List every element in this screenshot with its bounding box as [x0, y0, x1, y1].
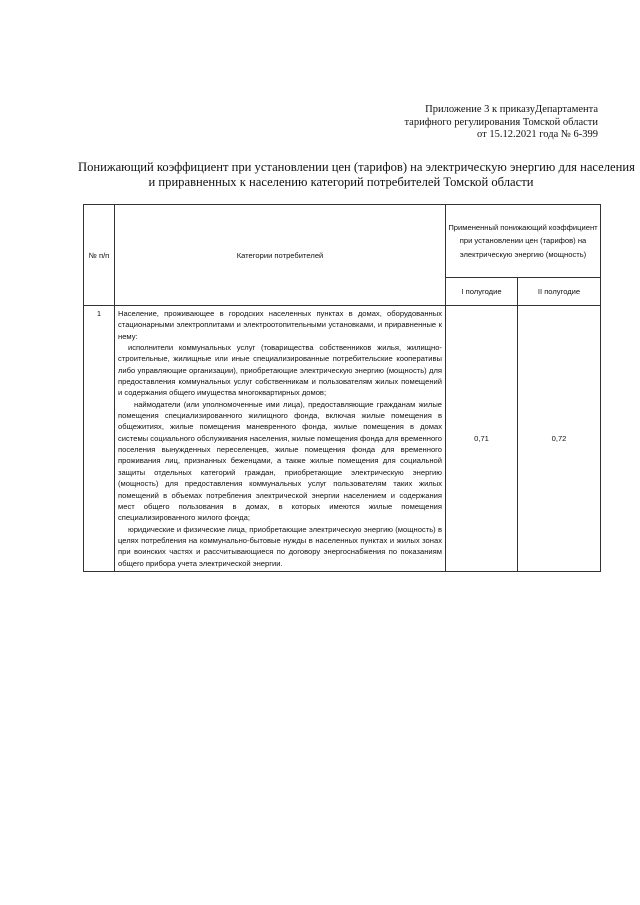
- coefficient-table: [83, 204, 601, 572]
- attachment-note: [338, 104, 598, 142]
- category-paragraph: исполнители коммунальных услуг (товарищества собственников жилья, жилищно-строительные, жилищные или иные специализированные потребительские кооперативы либо управляющие организации), приобретающие электрическую энергию (мощность) для предоставления коммунальных услуг собственникам и пользователям жилых помещений и содержания общего имущества многоквартирных домов;: [118, 343, 442, 398]
- coefficient-half-1: 0,71: [446, 306, 518, 572]
- title-line-1: Понижающий коэффициент при установлении цен (тарифов) на электрическую энергию для населения: [78, 160, 635, 174]
- header-half-1: I полугодие: [446, 278, 518, 306]
- header-half-2: II полугодие: [518, 278, 601, 306]
- row-category-text: [115, 306, 446, 572]
- header-category: Категории потребителей: [115, 205, 446, 306]
- category-paragraph: юридические и физические лица, приобретающие электрическую энергию (мощность) в целях потребления на коммунально-бытовые нужды в населенных пунктах и жилых зонах при воинских частях и рассчитывающиеся по договору энергоснабжения по показаниям общего прибора учета электрической энергии.: [118, 524, 442, 568]
- attachment-line-3: от 15.12.2021 года № 6-399: [477, 129, 598, 140]
- category-paragraph: наймодатели (или уполномоченные ими лица), предоставляющие гражданам жилые помещения специализированного жилищного фонда, включая жилые помещения в общежитиях, жилые помещения маневренного фонда, жилые помещения в домах системы социального обслуживания населения, жилые помещения фонда для временного поселения вынужденных переселенцев, жилые помещения фонда для временного проживания лиц, признанных беженцами, а также жилые помещения для социальной защиты отдельных категорий граждан, приобретающие электрическую энергию (мощность) для предоставления коммунальных услуг пользователям таких жилых помещений в объемах потребления электрической энергии населением и содержания мест общего пользования в домах, в которых имеются жилые помещения специализированного жилого фонда;: [118, 399, 442, 523]
- row-number: 1: [84, 306, 115, 572]
- attachment-line-2: тарифного регулирования Томской области: [404, 116, 598, 128]
- document-title: [78, 160, 635, 190]
- category-paragraph: Население, проживающее в городских населенных пунктах в домах, оборудованных стационарными электроплитами и электроотопительными установками, и приравненные к нему:: [118, 309, 442, 341]
- table-header-row: [84, 205, 601, 278]
- table-row: [84, 306, 601, 572]
- title-line-2: и приравненных к населению категорий потребителей Томской области: [148, 175, 534, 189]
- attachment-line-1: Приложение 3 к приказуДепартамента: [425, 104, 598, 115]
- header-number: № п/п: [84, 205, 115, 306]
- header-coefficient: Примененный понижающий коэффициент при установлении цен (тарифов) на электрическую энергию (мощность): [446, 205, 601, 278]
- coefficient-half-2: 0,72: [518, 306, 601, 572]
